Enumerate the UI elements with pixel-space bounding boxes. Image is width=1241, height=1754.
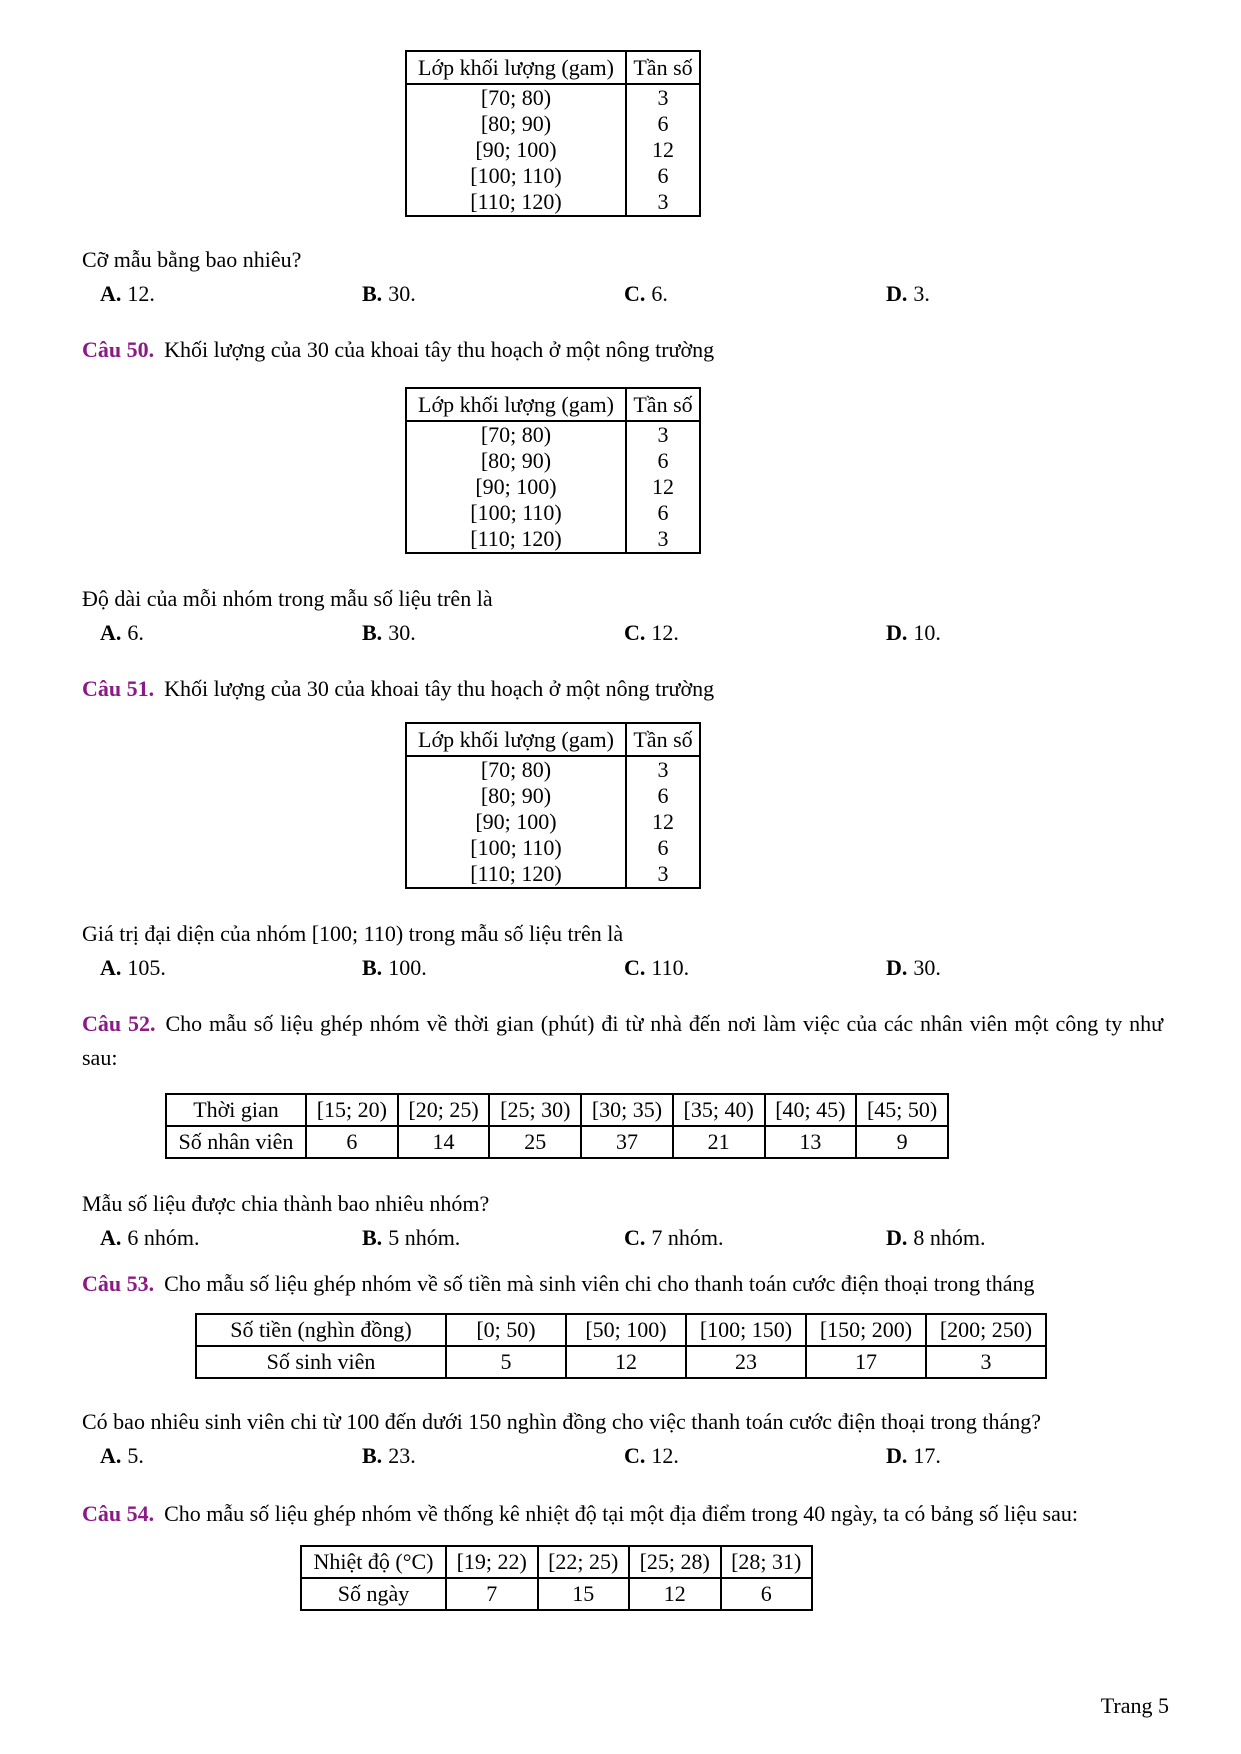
table-cell: [0; 50) (446, 1314, 566, 1346)
table-cell: 3 (626, 421, 700, 448)
question-intro: Cho mẫu số liệu ghép nhóm về thống kê nhiệt độ tại một địa điểm trong 40 ngày, ta có bảng số liệu sau: (164, 1501, 1078, 1526)
option-letter: D. (886, 1443, 908, 1468)
option-b (362, 277, 624, 311)
table-cell: [80; 90) (480, 448, 552, 473)
table-row (301, 1578, 812, 1610)
table-cell: 13 (765, 1126, 857, 1158)
option-b (362, 616, 624, 650)
option-text: 12. (127, 281, 155, 306)
table-row (406, 756, 700, 783)
option-a (100, 616, 362, 650)
table-row (406, 723, 700, 756)
table-cell: 12 (566, 1346, 686, 1378)
option-letter: B. (362, 1225, 383, 1250)
table-row (301, 1546, 812, 1578)
table-cell: 12 (626, 474, 700, 500)
option-b (362, 1221, 624, 1255)
temperature-frequency-table (300, 1545, 813, 1611)
table-cell: Lớp khối lượng (gam) (406, 723, 626, 756)
question-intro: Khối lượng của 30 của khoai tây thu hoạch ở một nông trường (164, 676, 715, 701)
options-row (82, 616, 1163, 650)
mass-frequency-table-3 (405, 722, 701, 889)
question-number: Câu 52. (82, 1011, 156, 1036)
table-cell: [22; 25) (538, 1546, 630, 1578)
prompt-text: Cỡ mẫu bằng bao nhiêu? (82, 247, 302, 272)
table-cell: [70; 80) (480, 422, 552, 447)
table-cell: [90; 100) (475, 137, 557, 162)
table-cell: 12 (626, 137, 700, 163)
table-cell: 12 (626, 809, 700, 835)
table-row (406, 526, 700, 553)
table-cell: [40; 45) (765, 1094, 857, 1126)
table-cell: 14 (398, 1126, 490, 1158)
table-cell: [30; 35) (581, 1094, 673, 1126)
option-letter: C. (624, 620, 646, 645)
table-cell: 21 (673, 1126, 765, 1158)
table-cell: [25; 30) (489, 1094, 581, 1126)
table-cell: [110; 120) (470, 526, 562, 551)
table-cell: [90; 100) (475, 809, 557, 834)
question-number: Câu 53. (82, 1271, 155, 1296)
option-c (624, 277, 886, 311)
option-text: 8 nhóm. (913, 1225, 986, 1250)
option-a (100, 277, 362, 311)
option-letter: B. (362, 620, 383, 645)
table-row (406, 137, 700, 163)
question-54-header (82, 1497, 1163, 1531)
table-cell: [45; 50) (856, 1094, 948, 1126)
table-cell: 17 (806, 1346, 926, 1378)
table-cell: 6 (626, 448, 700, 474)
option-letter: D. (886, 1225, 908, 1250)
money-frequency-table (195, 1313, 1047, 1379)
table-cell: [19; 22) (446, 1546, 538, 1578)
option-text: 6 nhóm. (127, 1225, 200, 1250)
question-number: Câu 54. (82, 1501, 155, 1526)
option-text: 10. (913, 620, 941, 645)
option-text: 30. (388, 620, 416, 645)
table-cell: 6 (626, 835, 700, 861)
option-text: 3. (913, 281, 930, 306)
option-text: 100. (388, 955, 427, 980)
table-cell: [100; 110) (470, 500, 562, 525)
table-cell: [100; 150) (686, 1314, 806, 1346)
option-letter: C. (624, 1225, 646, 1250)
option-letter: A. (100, 1443, 122, 1468)
table-cell: 3 (626, 526, 700, 553)
option-text: 30. (388, 281, 416, 306)
option-letter: A. (100, 955, 122, 980)
table-cell: 6 (626, 783, 700, 809)
table-cell: 5 (446, 1346, 566, 1378)
option-b (362, 951, 624, 985)
options-row (82, 1439, 1163, 1473)
table-row (196, 1346, 1046, 1378)
question-prompt (82, 1405, 1163, 1439)
table-row (406, 448, 700, 474)
table-cell: Tần số (626, 388, 700, 421)
table-row (406, 500, 700, 526)
table-cell: [25; 28) (629, 1546, 721, 1578)
table-row (406, 809, 700, 835)
option-text: 5. (127, 1443, 144, 1468)
options-row (82, 1221, 1163, 1255)
table-cell: [110; 120) (470, 189, 562, 214)
table-cell: Thời gian (166, 1094, 306, 1126)
table-cell: Tần số (626, 723, 700, 756)
question-intro: Khối lượng của 30 của khoai tây thu hoạch ở một nông trường (164, 337, 715, 362)
prompt-text: Độ dài của mỗi nhóm trong mẫu số liệu trên là (82, 586, 493, 611)
option-letter: D. (886, 620, 908, 645)
table-cell: Số ngày (301, 1578, 446, 1610)
table-row (406, 388, 700, 421)
option-d (886, 277, 1163, 311)
table-cell: Số tiền (nghìn đồng) (196, 1314, 446, 1346)
question-50-header (82, 333, 1163, 367)
question-53-header (82, 1267, 1163, 1301)
table-row (166, 1126, 948, 1158)
table-cell: 15 (538, 1578, 630, 1610)
table-cell: [200; 250) (926, 1314, 1046, 1346)
table-cell: Số nhân viên (166, 1126, 306, 1158)
option-text: 17. (913, 1443, 941, 1468)
table-cell: [100; 110) (470, 835, 562, 860)
option-b (362, 1439, 624, 1473)
page-number: Trang 5 (1100, 1693, 1169, 1718)
mass-frequency-table-2 (405, 387, 701, 554)
option-a (100, 951, 362, 985)
table-row (406, 861, 700, 888)
table-cell: [15; 20) (306, 1094, 398, 1126)
table-cell: Nhiệt độ (°C) (301, 1546, 446, 1578)
question-prompt (82, 917, 1163, 951)
option-letter: D. (886, 281, 908, 306)
option-text: 6. (651, 281, 668, 306)
table-cell: 12 (629, 1578, 721, 1610)
option-d (886, 951, 1163, 985)
table-cell: Lớp khối lượng (gam) (406, 388, 626, 421)
table-row (406, 163, 700, 189)
table-cell: [80; 90) (480, 111, 552, 136)
option-letter: A. (100, 620, 122, 645)
table-cell: 6 (626, 500, 700, 526)
option-text: 30. (913, 955, 941, 980)
question-intro: Cho mẫu số liệu ghép nhóm về số tiền mà sinh viên chi cho thanh toán cước điện thoại trong tháng (164, 1271, 1035, 1296)
table-cell: 23 (686, 1346, 806, 1378)
option-d (886, 1439, 1163, 1473)
table-cell: Số sinh viên (196, 1346, 446, 1378)
option-d (886, 616, 1163, 650)
table-row (406, 835, 700, 861)
option-text: 7 nhóm. (651, 1225, 724, 1250)
option-d (886, 1221, 1163, 1255)
table-cell: 3 (626, 861, 700, 888)
option-a (100, 1221, 362, 1255)
table-cell: [50; 100) (566, 1314, 686, 1346)
question-prompt (82, 582, 1163, 616)
table-row (406, 783, 700, 809)
table-cell: 9 (856, 1126, 948, 1158)
option-text: 105. (127, 955, 166, 980)
table-cell: 3 (926, 1346, 1046, 1378)
table-row (406, 84, 700, 111)
question-number: Câu 51. (82, 676, 155, 701)
table-row (406, 51, 700, 84)
table-row (406, 421, 700, 448)
option-text: 110. (651, 955, 690, 980)
mass-frequency-table-1 (405, 50, 701, 217)
table-cell: [20; 25) (398, 1094, 490, 1126)
option-c (624, 1439, 886, 1473)
prompt-text: Giá trị đại diện của nhóm [100; 110) trong mẫu số liệu trên là (82, 921, 624, 946)
options-row (82, 951, 1163, 985)
option-letter: B. (362, 281, 383, 306)
table-row (196, 1314, 1046, 1346)
option-c (624, 951, 886, 985)
table-row (406, 474, 700, 500)
option-text: 12. (651, 1443, 679, 1468)
table-cell: 6 (306, 1126, 398, 1158)
options-row (82, 277, 1163, 311)
option-letter: C. (624, 281, 646, 306)
option-letter: C. (624, 1443, 646, 1468)
question-prompt (82, 1187, 1163, 1221)
table-cell: 6 (721, 1578, 813, 1610)
option-letter: B. (362, 1443, 383, 1468)
table-cell: [70; 80) (480, 757, 552, 782)
table-cell: 3 (626, 189, 700, 216)
option-text: 23. (388, 1443, 416, 1468)
option-letter: D. (886, 955, 908, 980)
table-cell: [70; 80) (480, 85, 552, 110)
option-letter: B. (362, 955, 383, 980)
option-letter: C. (624, 955, 646, 980)
table-cell: [90; 100) (475, 474, 557, 499)
table-cell: 37 (581, 1126, 673, 1158)
table-cell: 3 (626, 756, 700, 783)
table-cell: Lớp khối lượng (gam) (406, 51, 626, 84)
option-text: 6. (127, 620, 144, 645)
table-cell: [80; 90) (480, 783, 552, 808)
table-cell: [110; 120) (470, 861, 562, 886)
table-cell: 25 (489, 1126, 581, 1158)
table-cell: [150; 200) (806, 1314, 926, 1346)
table-row (406, 189, 700, 216)
option-text: 12. (651, 620, 679, 645)
option-text: 5 nhóm. (388, 1225, 461, 1250)
question-prompt (82, 243, 1163, 277)
table-cell: [28; 31) (721, 1546, 813, 1578)
option-c (624, 616, 886, 650)
option-a (100, 1439, 362, 1473)
table-row (406, 111, 700, 137)
prompt-text: Có bao nhiêu sinh viên chi từ 100 đến dưới 150 nghìn đồng cho việc thanh toán cước điện thoại trong tháng? (82, 1409, 1042, 1434)
question-51-header (82, 672, 1163, 706)
question-52-header (82, 1007, 1163, 1075)
prompt-text: Mẫu số liệu được chia thành bao nhiêu nhóm? (82, 1191, 490, 1216)
table-cell: 6 (626, 163, 700, 189)
table-cell: 3 (626, 84, 700, 111)
question-intro: Cho mẫu số liệu ghép nhóm về thời gian (phút) đi từ nhà đến nơi làm việc của các nhân viên một công ty như sau: (82, 1011, 1164, 1070)
option-letter: A. (100, 1225, 122, 1250)
table-row (166, 1094, 948, 1126)
table-cell: 6 (626, 111, 700, 137)
option-c (624, 1221, 886, 1255)
table-cell: Tần số (626, 51, 700, 84)
question-number: Câu 50. (82, 337, 155, 362)
time-frequency-table (165, 1093, 949, 1159)
table-cell: [100; 110) (470, 163, 562, 188)
table-cell: [35; 40) (673, 1094, 765, 1126)
option-letter: A. (100, 281, 122, 306)
table-cell: 7 (446, 1578, 538, 1610)
